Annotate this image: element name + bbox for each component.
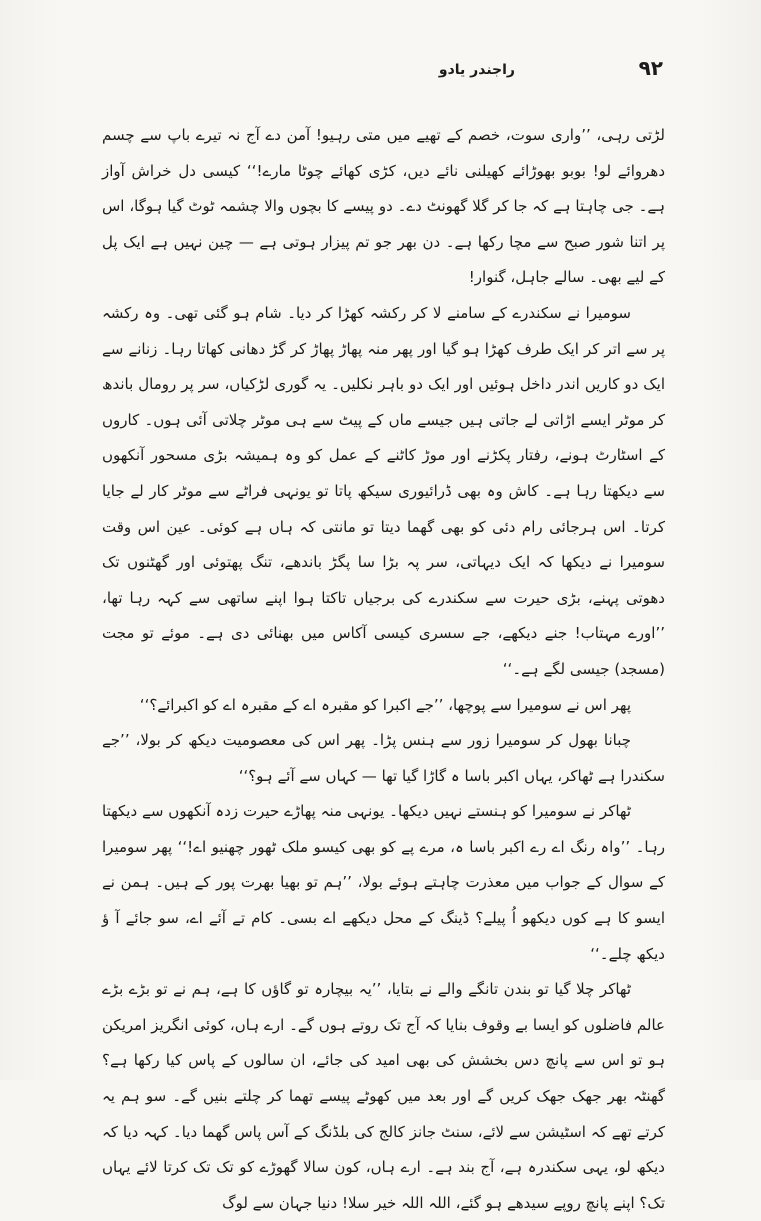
paragraph-2: سومیرا نے سکندرے کے سامنے لا کر رکشہ کھڑا کر دیا۔ شام ہو گئی تھی۔ وہ رکشہ پر سے اتر کر ایک طرف کھڑا ہو گیا اور پھر منہ پھاڑ پھاڑ کر گڑ دھانی کھاتا رہا۔ زنانے سے ایک دو کاریں اندر داخل ہوئیں اور ایک دو باہر نکلیں۔ یہ گوری لڑکیاں، سر پر رومال باندھ کر موٹر ایسے اڑاتی لے جاتی ہیں جیسے ماں کے پیٹ سے ہی موٹر چلاتی آئی ہوں۔ کاروں کے اسٹارٹ ہونے، رفتار پکڑنے اور موڑ کاٹنے کے عمل کو وہ ہمیشہ بڑی مسحور آنکھوں سے دیکھتا رہا ہے۔ کاش وہ بھی ڈرائیوری سیکھ پاتا تو یونہی فراٹے سے موٹر کار لے جایا کرتا۔ اس ہرجائی رام دئی کو بھی گھما دیتا تو مانتی کہ ہاں ہے کوئی۔ عین اس وقت سومیرا نے دیکھا کہ ایک دیہاتی، سر پہ بڑا سا پگڑ باندھے، تنگ پھتوئی اور گھٹنوں تک دھوتی پہنے، بڑی حیرت سے سکندرے کی برجیاں تاکتا ہوا اپنے ساتھی سے کہہ رہا تھا، ’’اورے مہتاب! جنے دیکھے، جے سسری کیسی آکاس میں بھنائی دی ہے۔ موئے تو مجت (مسجد) جیسی لگے ہے۔‘‘ (102, 303, 665, 678)
paragraph-1: لڑتی رہی، ’’واری سوت، خصم کے تھیے میں متی رہیو! آمن دے آج نہ تیرے باپ سے چسم دھروائے لو! بوبو بھوڑائے کھیلنی نائے دیں، کڑی کھائے چوٹا مارے!‘‘ کیسی دل خراش آواز ہے۔ جی چاہتا ہے کہ جا کر گلا گھونٹ دے۔ دو پیسے کا بچوں والا چشمہ ٹوٹ گیا ہوگا، اس پر اتنا شور صبح سے مچا رکھا ہے۔ دن بھر جو تم پیزار ہوتی ہے — چین نہیں ہے ایک پل کے لیے بھی۔ سالے جاہل، گنوار! (102, 126, 665, 287)
page-number: ۹۲ (638, 56, 663, 80)
paragraph-3: پھر اس نے سومیرا سے پوچھا، ’’جے اکبرا کو مقبرہ اے کے مقبرہ اے کو اکبرائے؟‘‘ (139, 695, 631, 714)
paragraph-4: چبانا بھول کر سومیرا زور سے ہنس پڑا۔ پھر اس کی معصومیت دیکھ کر بولا، ’’جے سکندرا ہے ٹھاکر، یہاں اکبر باسا ہ گاڑا گیا تھا — کہاں سے آئے ہو؟‘‘ (102, 731, 665, 785)
page-header (0, 56, 761, 86)
paragraph-6: ٹھاکر چلا گیا تو بندن تانگے والے نے بتایا، ’’یہ بیچارہ تو گاؤں کا ہے، ہم نے تو بڑے بڑے عالم فاضلوں کو ایسا بے وقوف بنایا کہ آج تک روتے ہوں گے۔ ارے ہاں، کوئی انگریز امریکن ہو تو اس سے پانچ دس بخشش کی بھی امید کی جائے، ان سالوں کے پاس کیا رکھا ہے؟ گھنٹہ بھر جھک جھک کریں گے اور بعد میں کھوٹے پیسے تھما کر چلتے بنیں گے۔ سو ہم یہ کرتے تھے کہ اسٹیشن سے لائے، سنٹ جانز کالج کی بلڈنگ کے آس پاس گھما دیا۔ کہہ دیا کہ دیکھ لو، یہی سکندرہ ہے، آج بند ہے۔ ارے ہاں، کون سالا گھوڑے کو تک تک کرتا لائے یہاں تک؟ اپنے پانچ روپے سیدھے ہو گئے، اللہ اللہ خیر سلا! دنیا جہان سے لوگ (102, 980, 665, 1212)
page-body (102, 118, 665, 1221)
paragraph-5: ٹھاکر نے سومیرا کو ہنستے نہیں دیکھا۔ یونہی منہ پھاڑے حیرت زدہ آنکھوں سے دیکھتا رہا۔ ’’واہ رنگ اے رے اکبر باسا ہ، مرے پے کو بھی کیسو ملک ٹھور چھنیو اے!‘‘ پھر سومیرا کے سوال کے جواب میں معذرت چاہتے ہوئے بولا، ’’ہم تو بھیا بھرت پور کے ہیں۔ ہمن نے ایسو کا ہے کوں دیکھو اُ پیلے؟ ڈینگ کے محل دیکھے اے بسی۔ کام تے آئے اے، سو جائے آ ؤ دیکھ چلے۔‘‘ (102, 802, 665, 963)
running-title: راجندر یادو (438, 62, 515, 78)
